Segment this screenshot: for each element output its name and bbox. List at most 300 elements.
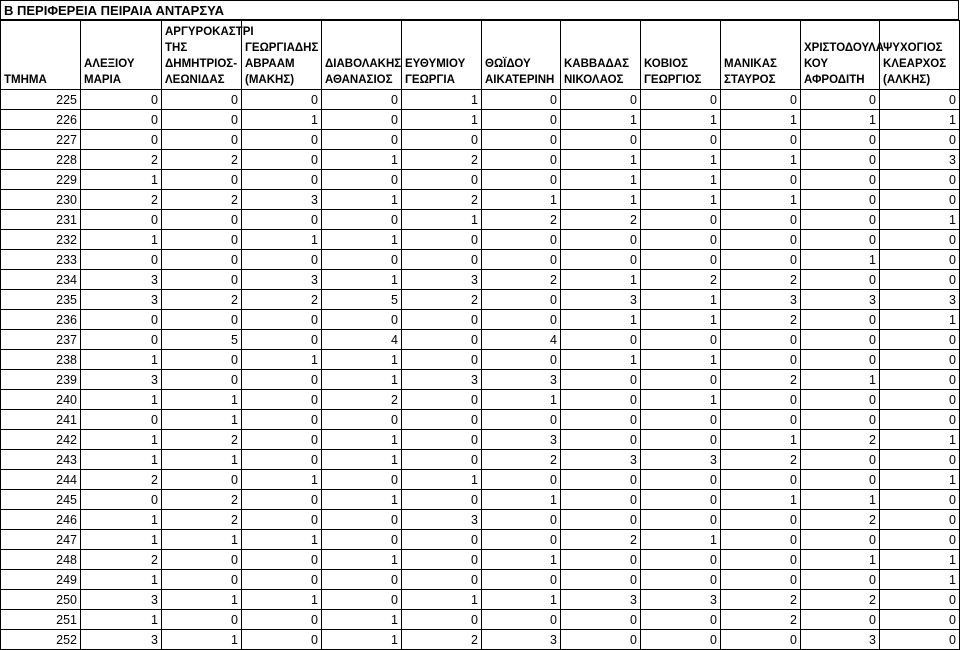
vote-cell: 1 bbox=[242, 230, 322, 250]
vote-cell: 0 bbox=[162, 170, 242, 190]
vote-cell: 0 bbox=[242, 570, 322, 590]
vote-cell: 0 bbox=[721, 170, 801, 190]
vote-cell: 0 bbox=[721, 130, 801, 150]
vote-cell: 1 bbox=[162, 530, 242, 550]
table-row bbox=[1, 130, 960, 150]
vote-cell: 0 bbox=[242, 170, 322, 190]
sheet-title: Β ΠΕΡΙΦΕΡΕΙΑ ΠΕΙΡΑΙΑ ΑΝΤΑΡΣΥΑ bbox=[0, 0, 959, 20]
vote-cell: 0 bbox=[801, 310, 880, 330]
vote-cell: 0 bbox=[721, 470, 801, 490]
vote-cell: 0 bbox=[801, 410, 880, 430]
vote-cell: 0 bbox=[721, 90, 801, 110]
vote-cell: 0 bbox=[402, 170, 482, 190]
vote-cell: 0 bbox=[162, 550, 242, 570]
section-cell: 239 bbox=[1, 370, 81, 390]
vote-cell: 0 bbox=[641, 210, 721, 230]
vote-cell: 1 bbox=[322, 270, 402, 290]
table-row bbox=[1, 310, 960, 330]
column-header-candidate: ΨΥΧΟΓΙΟΣ ΚΛΕΑΡΧΟΣ (ΑΛΚΗΣ) bbox=[880, 21, 960, 90]
section-cell: 229 bbox=[1, 170, 81, 190]
vote-cell: 0 bbox=[482, 410, 561, 430]
vote-cell: 0 bbox=[561, 510, 641, 530]
vote-cell: 0 bbox=[880, 170, 960, 190]
section-cell: 252 bbox=[1, 630, 81, 650]
vote-cell: 0 bbox=[641, 230, 721, 250]
vote-cell: 3 bbox=[801, 630, 880, 650]
vote-cell: 1 bbox=[322, 230, 402, 250]
vote-cell: 0 bbox=[402, 530, 482, 550]
vote-cell: 0 bbox=[162, 370, 242, 390]
vote-cell: 1 bbox=[81, 530, 162, 550]
vote-cell: 1 bbox=[81, 570, 162, 590]
vote-cell: 3 bbox=[641, 450, 721, 470]
vote-cell: 0 bbox=[322, 130, 402, 150]
vote-cell: 0 bbox=[801, 170, 880, 190]
vote-cell: 2 bbox=[81, 190, 162, 210]
vote-cell: 0 bbox=[242, 310, 322, 330]
vote-cell: 0 bbox=[641, 630, 721, 650]
vote-cell: 1 bbox=[880, 310, 960, 330]
section-cell: 234 bbox=[1, 270, 81, 290]
vote-cell: 0 bbox=[402, 410, 482, 430]
vote-cell: 1 bbox=[880, 470, 960, 490]
vote-cell: 0 bbox=[162, 90, 242, 110]
vote-cell: 1 bbox=[322, 370, 402, 390]
vote-cell: 0 bbox=[721, 510, 801, 530]
column-header-candidate: ΔΙΑΒΟΛΑΚΗΣ ΑΘΑΝΑΣΙΟΣ bbox=[322, 21, 402, 90]
vote-cell: 0 bbox=[561, 90, 641, 110]
column-header-candidate: ΚΟΒΙΟΣ ΓΕΩΡΓΙΟΣ bbox=[641, 21, 721, 90]
vote-cell: 0 bbox=[162, 210, 242, 230]
section-cell: 243 bbox=[1, 450, 81, 470]
vote-cell: 1 bbox=[641, 150, 721, 170]
vote-cell: 3 bbox=[81, 630, 162, 650]
vote-cell: 1 bbox=[242, 590, 322, 610]
vote-cell: 3 bbox=[402, 510, 482, 530]
vote-cell: 1 bbox=[801, 550, 880, 570]
vote-cell: 0 bbox=[482, 170, 561, 190]
section-cell: 225 bbox=[1, 90, 81, 110]
vote-cell: 1 bbox=[162, 450, 242, 470]
section-cell: 233 bbox=[1, 250, 81, 270]
vote-cell: 0 bbox=[801, 350, 880, 370]
vote-cell: 0 bbox=[402, 310, 482, 330]
vote-cell: 1 bbox=[880, 570, 960, 590]
vote-cell: 1 bbox=[322, 490, 402, 510]
vote-cell: 0 bbox=[242, 430, 322, 450]
table-row bbox=[1, 390, 960, 410]
vote-cell: 1 bbox=[322, 190, 402, 210]
vote-cell: 1 bbox=[721, 190, 801, 210]
vote-cell: 0 bbox=[81, 330, 162, 350]
vote-cell: 3 bbox=[242, 190, 322, 210]
vote-cell: 0 bbox=[162, 610, 242, 630]
vote-cell: 0 bbox=[880, 350, 960, 370]
vote-cell: 0 bbox=[242, 550, 322, 570]
vote-cell: 0 bbox=[402, 330, 482, 350]
vote-cell: 3 bbox=[81, 370, 162, 390]
vote-cell: 0 bbox=[482, 570, 561, 590]
vote-cell: 0 bbox=[81, 210, 162, 230]
vote-cell: 0 bbox=[801, 130, 880, 150]
vote-cell: 2 bbox=[482, 210, 561, 230]
table-row bbox=[1, 170, 960, 190]
vote-cell: 0 bbox=[641, 430, 721, 450]
vote-cell: 0 bbox=[162, 130, 242, 150]
vote-cell: 0 bbox=[81, 90, 162, 110]
vote-cell: 2 bbox=[561, 530, 641, 550]
vote-cell: 1 bbox=[242, 350, 322, 370]
vote-cell: 3 bbox=[561, 450, 641, 470]
vote-cell: 1 bbox=[801, 110, 880, 130]
vote-cell: 1 bbox=[162, 410, 242, 430]
vote-cell: 0 bbox=[482, 90, 561, 110]
vote-cell: 1 bbox=[402, 210, 482, 230]
vote-cell: 1 bbox=[880, 110, 960, 130]
vote-cell: 0 bbox=[482, 230, 561, 250]
vote-cell: 2 bbox=[162, 190, 242, 210]
vote-cell: 0 bbox=[242, 150, 322, 170]
vote-cell: 0 bbox=[801, 330, 880, 350]
section-cell: 248 bbox=[1, 550, 81, 570]
vote-cell: 0 bbox=[721, 250, 801, 270]
vote-cell: 0 bbox=[801, 210, 880, 230]
vote-cell: 1 bbox=[641, 530, 721, 550]
vote-cell: 1 bbox=[162, 630, 242, 650]
vote-cell: 0 bbox=[880, 530, 960, 550]
vote-cell: 0 bbox=[641, 130, 721, 150]
vote-cell: 2 bbox=[322, 390, 402, 410]
vote-cell: 0 bbox=[561, 610, 641, 630]
vote-cell: 0 bbox=[242, 630, 322, 650]
vote-cell: 3 bbox=[81, 270, 162, 290]
vote-cell: 0 bbox=[721, 530, 801, 550]
section-cell: 249 bbox=[1, 570, 81, 590]
vote-cell: 0 bbox=[81, 490, 162, 510]
vote-cell: 1 bbox=[801, 490, 880, 510]
vote-cell: 1 bbox=[242, 470, 322, 490]
vote-cell: 2 bbox=[81, 470, 162, 490]
table-row bbox=[1, 590, 960, 610]
table-row bbox=[1, 350, 960, 370]
vote-cell: 0 bbox=[242, 410, 322, 430]
table-row bbox=[1, 330, 960, 350]
vote-cell: 0 bbox=[561, 390, 641, 410]
vote-cell: 2 bbox=[402, 190, 482, 210]
vote-cell: 2 bbox=[402, 150, 482, 170]
section-cell: 232 bbox=[1, 230, 81, 250]
vote-cell: 1 bbox=[162, 390, 242, 410]
vote-cell: 0 bbox=[641, 570, 721, 590]
vote-cell: 0 bbox=[561, 550, 641, 570]
vote-cell: 0 bbox=[641, 550, 721, 570]
vote-cell: 0 bbox=[801, 570, 880, 590]
vote-cell: 2 bbox=[721, 590, 801, 610]
header-row bbox=[1, 21, 960, 90]
column-header-section: ΤΜΗΜΑ bbox=[1, 21, 81, 90]
column-header-candidate: ΘΩΪΔΟΥ ΑΙΚΑΤΕΡΙΝΗ bbox=[482, 21, 561, 90]
vote-cell: 1 bbox=[81, 350, 162, 370]
vote-cell: 0 bbox=[81, 410, 162, 430]
vote-cell: 2 bbox=[81, 550, 162, 570]
column-header-candidate: ΜΑΝΙΚΑΣ ΣΤΑΥΡΟΣ bbox=[721, 21, 801, 90]
vote-cell: 0 bbox=[641, 410, 721, 430]
table-row bbox=[1, 610, 960, 630]
vote-cell: 0 bbox=[641, 510, 721, 530]
vote-cell: 3 bbox=[801, 290, 880, 310]
vote-cell: 1 bbox=[561, 350, 641, 370]
vote-cell: 1 bbox=[322, 610, 402, 630]
vote-cell: 0 bbox=[81, 310, 162, 330]
vote-cell: 1 bbox=[641, 390, 721, 410]
vote-cell: 2 bbox=[482, 270, 561, 290]
vote-cell: 0 bbox=[641, 90, 721, 110]
vote-cell: 0 bbox=[721, 570, 801, 590]
vote-cell: 0 bbox=[561, 570, 641, 590]
vote-cell: 0 bbox=[242, 210, 322, 230]
vote-cell: 0 bbox=[561, 470, 641, 490]
vote-cell: 1 bbox=[402, 110, 482, 130]
vote-cell: 0 bbox=[801, 230, 880, 250]
table-row bbox=[1, 210, 960, 230]
vote-cell: 1 bbox=[81, 510, 162, 530]
vote-cell: 3 bbox=[81, 590, 162, 610]
vote-cell: 2 bbox=[402, 290, 482, 310]
table-row bbox=[1, 530, 960, 550]
vote-cell: 0 bbox=[81, 110, 162, 130]
table-row bbox=[1, 270, 960, 290]
vote-cell: 1 bbox=[322, 430, 402, 450]
column-header-candidate: ΧΡΙΣΤΟΔΟΥΛΑ ΚΟΥ ΑΦΡΟΔΙΤΗ bbox=[801, 21, 880, 90]
vote-cell: 0 bbox=[322, 590, 402, 610]
vote-cell: 3 bbox=[561, 590, 641, 610]
section-cell: 230 bbox=[1, 190, 81, 210]
vote-cell: 0 bbox=[880, 510, 960, 530]
vote-cell: 1 bbox=[242, 110, 322, 130]
vote-cell: 2 bbox=[482, 450, 561, 470]
vote-cell: 0 bbox=[402, 130, 482, 150]
vote-cell: 0 bbox=[402, 610, 482, 630]
section-cell: 228 bbox=[1, 150, 81, 170]
vote-cell: 1 bbox=[801, 250, 880, 270]
vote-cell: 1 bbox=[641, 350, 721, 370]
vote-cell: 3 bbox=[561, 290, 641, 310]
vote-cell: 0 bbox=[242, 90, 322, 110]
vote-cell: 1 bbox=[641, 310, 721, 330]
vote-cell: 1 bbox=[322, 450, 402, 470]
vote-cell: 2 bbox=[801, 510, 880, 530]
section-cell: 250 bbox=[1, 590, 81, 610]
section-cell: 247 bbox=[1, 530, 81, 550]
vote-cell: 0 bbox=[641, 250, 721, 270]
table-row bbox=[1, 110, 960, 130]
vote-cell: 0 bbox=[721, 230, 801, 250]
vote-cell: 0 bbox=[322, 170, 402, 190]
section-cell: 241 bbox=[1, 410, 81, 430]
vote-cell: 0 bbox=[322, 110, 402, 130]
table-row bbox=[1, 190, 960, 210]
vote-cell: 1 bbox=[880, 210, 960, 230]
vote-cell: 0 bbox=[721, 330, 801, 350]
vote-cell: 0 bbox=[801, 470, 880, 490]
table-row bbox=[1, 250, 960, 270]
vote-cell: 0 bbox=[242, 330, 322, 350]
vote-cell: 2 bbox=[162, 150, 242, 170]
table-row bbox=[1, 410, 960, 430]
vote-cell: 2 bbox=[402, 630, 482, 650]
section-cell: 226 bbox=[1, 110, 81, 130]
vote-cell: 0 bbox=[482, 110, 561, 130]
section-cell: 245 bbox=[1, 490, 81, 510]
vote-cell: 3 bbox=[721, 290, 801, 310]
vote-cell: 0 bbox=[801, 390, 880, 410]
vote-cell: 1 bbox=[880, 550, 960, 570]
section-cell: 237 bbox=[1, 330, 81, 350]
vote-cell: 0 bbox=[322, 250, 402, 270]
vote-cell: 0 bbox=[880, 630, 960, 650]
vote-cell: 1 bbox=[721, 490, 801, 510]
vote-cell: 0 bbox=[242, 490, 322, 510]
vote-cell: 0 bbox=[801, 450, 880, 470]
vote-cell: 0 bbox=[801, 270, 880, 290]
vote-cell: 0 bbox=[561, 250, 641, 270]
vote-cell: 1 bbox=[641, 170, 721, 190]
vote-cell: 0 bbox=[880, 370, 960, 390]
vote-cell: 1 bbox=[482, 190, 561, 210]
vote-cell: 1 bbox=[721, 430, 801, 450]
vote-cell: 0 bbox=[242, 610, 322, 630]
vote-cell: 2 bbox=[561, 210, 641, 230]
vote-cell: 1 bbox=[242, 530, 322, 550]
vote-cell: 0 bbox=[402, 250, 482, 270]
vote-cell: 0 bbox=[721, 630, 801, 650]
vote-cell: 0 bbox=[801, 190, 880, 210]
vote-cell: 0 bbox=[162, 250, 242, 270]
vote-cell: 0 bbox=[721, 390, 801, 410]
vote-cell: 0 bbox=[880, 130, 960, 150]
vote-cell: 0 bbox=[322, 530, 402, 550]
table-row bbox=[1, 430, 960, 450]
vote-cell: 0 bbox=[162, 230, 242, 250]
vote-cell: 0 bbox=[482, 470, 561, 490]
vote-cell: 1 bbox=[322, 630, 402, 650]
vote-cell: 1 bbox=[641, 110, 721, 130]
vote-cell: 2 bbox=[801, 590, 880, 610]
vote-cell: 1 bbox=[641, 290, 721, 310]
results-table bbox=[0, 20, 960, 650]
vote-cell: 1 bbox=[81, 390, 162, 410]
vote-cell: 0 bbox=[482, 510, 561, 530]
vote-cell: 0 bbox=[721, 350, 801, 370]
vote-cell: 1 bbox=[81, 430, 162, 450]
vote-cell: 0 bbox=[162, 110, 242, 130]
table-row bbox=[1, 370, 960, 390]
table-row bbox=[1, 90, 960, 110]
vote-cell: 1 bbox=[322, 150, 402, 170]
vote-cell: 0 bbox=[801, 530, 880, 550]
vote-cell: 0 bbox=[322, 90, 402, 110]
vote-cell: 4 bbox=[322, 330, 402, 350]
vote-cell: 1 bbox=[482, 550, 561, 570]
section-cell: 236 bbox=[1, 310, 81, 330]
section-cell: 251 bbox=[1, 610, 81, 630]
column-header-candidate: ΑΡΓΥΡΟΚΑΣΤΡΙ ΤΗΣ ΔΗΜΗΤΡΙΟΣ- ΛΕΩΝΙΔΑΣ bbox=[162, 21, 242, 90]
column-header-candidate: ΚΑΒΒΑΔΑΣ ΝΙΚΟΛΑΟΣ bbox=[561, 21, 641, 90]
vote-cell: 1 bbox=[561, 190, 641, 210]
vote-cell: 0 bbox=[641, 370, 721, 390]
vote-cell: 0 bbox=[880, 90, 960, 110]
vote-cell: 3 bbox=[482, 430, 561, 450]
section-cell: 246 bbox=[1, 510, 81, 530]
vote-cell: 2 bbox=[721, 310, 801, 330]
vote-cell: 3 bbox=[402, 270, 482, 290]
vote-cell: 0 bbox=[801, 150, 880, 170]
vote-cell: 0 bbox=[641, 470, 721, 490]
section-cell: 235 bbox=[1, 290, 81, 310]
vote-cell: 2 bbox=[162, 290, 242, 310]
vote-cell: 1 bbox=[561, 310, 641, 330]
vote-cell: 1 bbox=[162, 590, 242, 610]
vote-cell: 2 bbox=[641, 270, 721, 290]
vote-cell: 0 bbox=[561, 410, 641, 430]
vote-cell: 1 bbox=[721, 110, 801, 130]
vote-cell: 0 bbox=[482, 150, 561, 170]
column-header-candidate: ΓΕΩΡΓΙΑΔΗΣ ΑΒΡΑΑΜ (ΜΑΚΗΣ) bbox=[242, 21, 322, 90]
table-row bbox=[1, 470, 960, 490]
section-cell: 227 bbox=[1, 130, 81, 150]
vote-cell: 0 bbox=[561, 230, 641, 250]
table-row bbox=[1, 450, 960, 470]
vote-cell: 0 bbox=[322, 210, 402, 230]
vote-cell: 0 bbox=[322, 310, 402, 330]
vote-cell: 0 bbox=[801, 90, 880, 110]
vote-cell: 1 bbox=[482, 490, 561, 510]
vote-cell: 1 bbox=[322, 550, 402, 570]
vote-cell: 0 bbox=[880, 330, 960, 350]
column-header-candidate: ΑΛΕΞΙΟΥ ΜΑΡΙΑ bbox=[81, 21, 162, 90]
vote-cell: 3 bbox=[81, 290, 162, 310]
vote-cell: 0 bbox=[801, 610, 880, 630]
vote-cell: 0 bbox=[402, 390, 482, 410]
vote-cell: 0 bbox=[880, 230, 960, 250]
vote-cell: 0 bbox=[482, 610, 561, 630]
vote-cell: 2 bbox=[242, 290, 322, 310]
vote-cell: 2 bbox=[162, 490, 242, 510]
table-row bbox=[1, 230, 960, 250]
vote-cell: 1 bbox=[482, 590, 561, 610]
table-row bbox=[1, 150, 960, 170]
section-cell: 238 bbox=[1, 350, 81, 370]
vote-cell: 0 bbox=[641, 490, 721, 510]
vote-cell: 0 bbox=[561, 630, 641, 650]
section-cell: 244 bbox=[1, 470, 81, 490]
vote-cell: 2 bbox=[721, 450, 801, 470]
vote-cell: 1 bbox=[322, 350, 402, 370]
vote-cell: 5 bbox=[162, 330, 242, 350]
table-row bbox=[1, 490, 960, 510]
vote-cell: 2 bbox=[721, 610, 801, 630]
vote-cell: 0 bbox=[482, 290, 561, 310]
vote-cell: 1 bbox=[81, 450, 162, 470]
vote-cell: 2 bbox=[81, 150, 162, 170]
vote-cell: 1 bbox=[81, 230, 162, 250]
vote-cell: 3 bbox=[402, 370, 482, 390]
vote-cell: 3 bbox=[641, 590, 721, 610]
vote-cell: 0 bbox=[482, 310, 561, 330]
vote-cell: 0 bbox=[162, 570, 242, 590]
table-row bbox=[1, 630, 960, 650]
vote-cell: 1 bbox=[721, 150, 801, 170]
